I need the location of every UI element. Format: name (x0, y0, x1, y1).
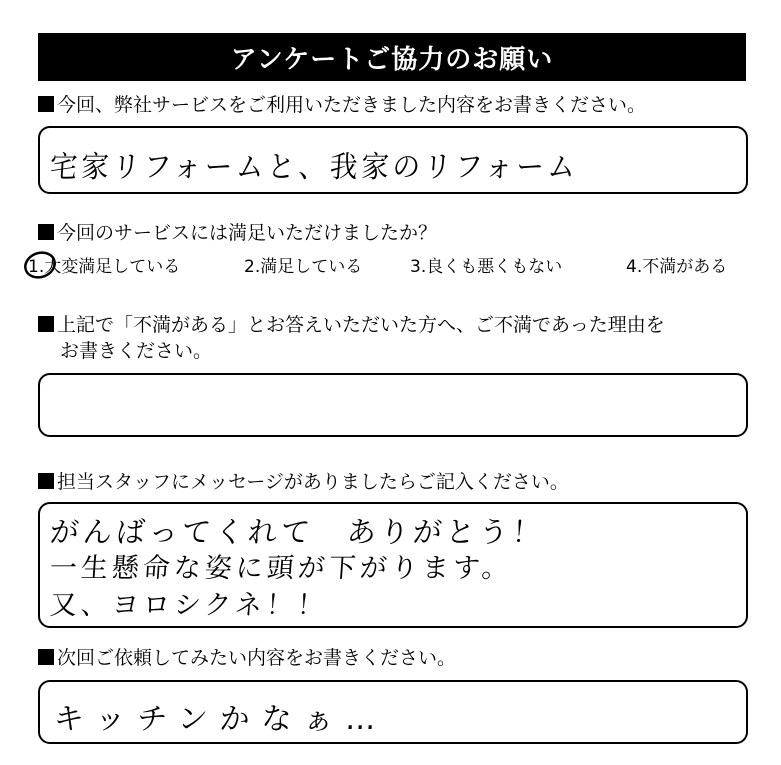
answer-1-text: 宅家リフォームと、我家のリフォーム (48, 150, 580, 185)
option-2-label: 2.満足している (244, 257, 363, 277)
question-5-text: 次回ご依頼してみたい内容をお書きください。 (57, 647, 457, 669)
square-bullet-icon (38, 96, 54, 112)
question-2-text: 今回のサービスには満足いただけましたか？ (57, 222, 438, 244)
answer-1-box[interactable] (38, 126, 748, 194)
answer-4-box[interactable] (38, 502, 748, 628)
answer-5-box[interactable] (38, 680, 748, 744)
answer-4-line-3: 又、ヨロシクネ！！ (48, 590, 330, 621)
option-1[interactable] (28, 254, 180, 280)
question-2-label (38, 220, 437, 246)
question-3-label (38, 312, 665, 338)
question-3-text-line1: 上記で「不満がある」とお答えいただいた方へ、ご不満であった理由を (57, 314, 665, 336)
answer-3-box[interactable] (38, 373, 748, 437)
answer-4-line-2: 一生懸命な姿に頭が下がります。 (48, 553, 514, 584)
question-3-label-line2 (60, 338, 212, 364)
square-bullet-icon (38, 316, 54, 332)
satisfaction-options (22, 254, 762, 282)
question-4-text: 担当スタッフにメッセージがありましたらご記入ください。 (57, 471, 569, 493)
question-1-label (38, 92, 646, 118)
option-4[interactable] (626, 254, 727, 280)
option-1-label: 1.大変満足している (28, 257, 181, 277)
square-bullet-icon (38, 224, 54, 240)
question-3-text-line2: お書きください。 (60, 340, 213, 362)
question-1-text: 今回、弊社サービスをご利用いただきました内容をお書きください。 (57, 94, 647, 116)
option-3[interactable] (410, 254, 562, 280)
option-2[interactable] (244, 254, 362, 280)
answer-4-line-1: がんばってくれて ありがとう！ (48, 515, 547, 549)
answer-5-text: キッチンかなぁ… (52, 702, 389, 737)
question-5-label (38, 645, 456, 671)
option-4-label: 4.不満がある (626, 257, 728, 277)
question-4-label (38, 469, 569, 495)
option-3-label: 3.良くも悪くもない (410, 257, 563, 277)
square-bullet-icon (38, 473, 54, 489)
survey-title: アンケートご協力のお願い (38, 33, 746, 81)
circle-mark-icon (22, 249, 60, 281)
square-bullet-icon (38, 649, 54, 665)
